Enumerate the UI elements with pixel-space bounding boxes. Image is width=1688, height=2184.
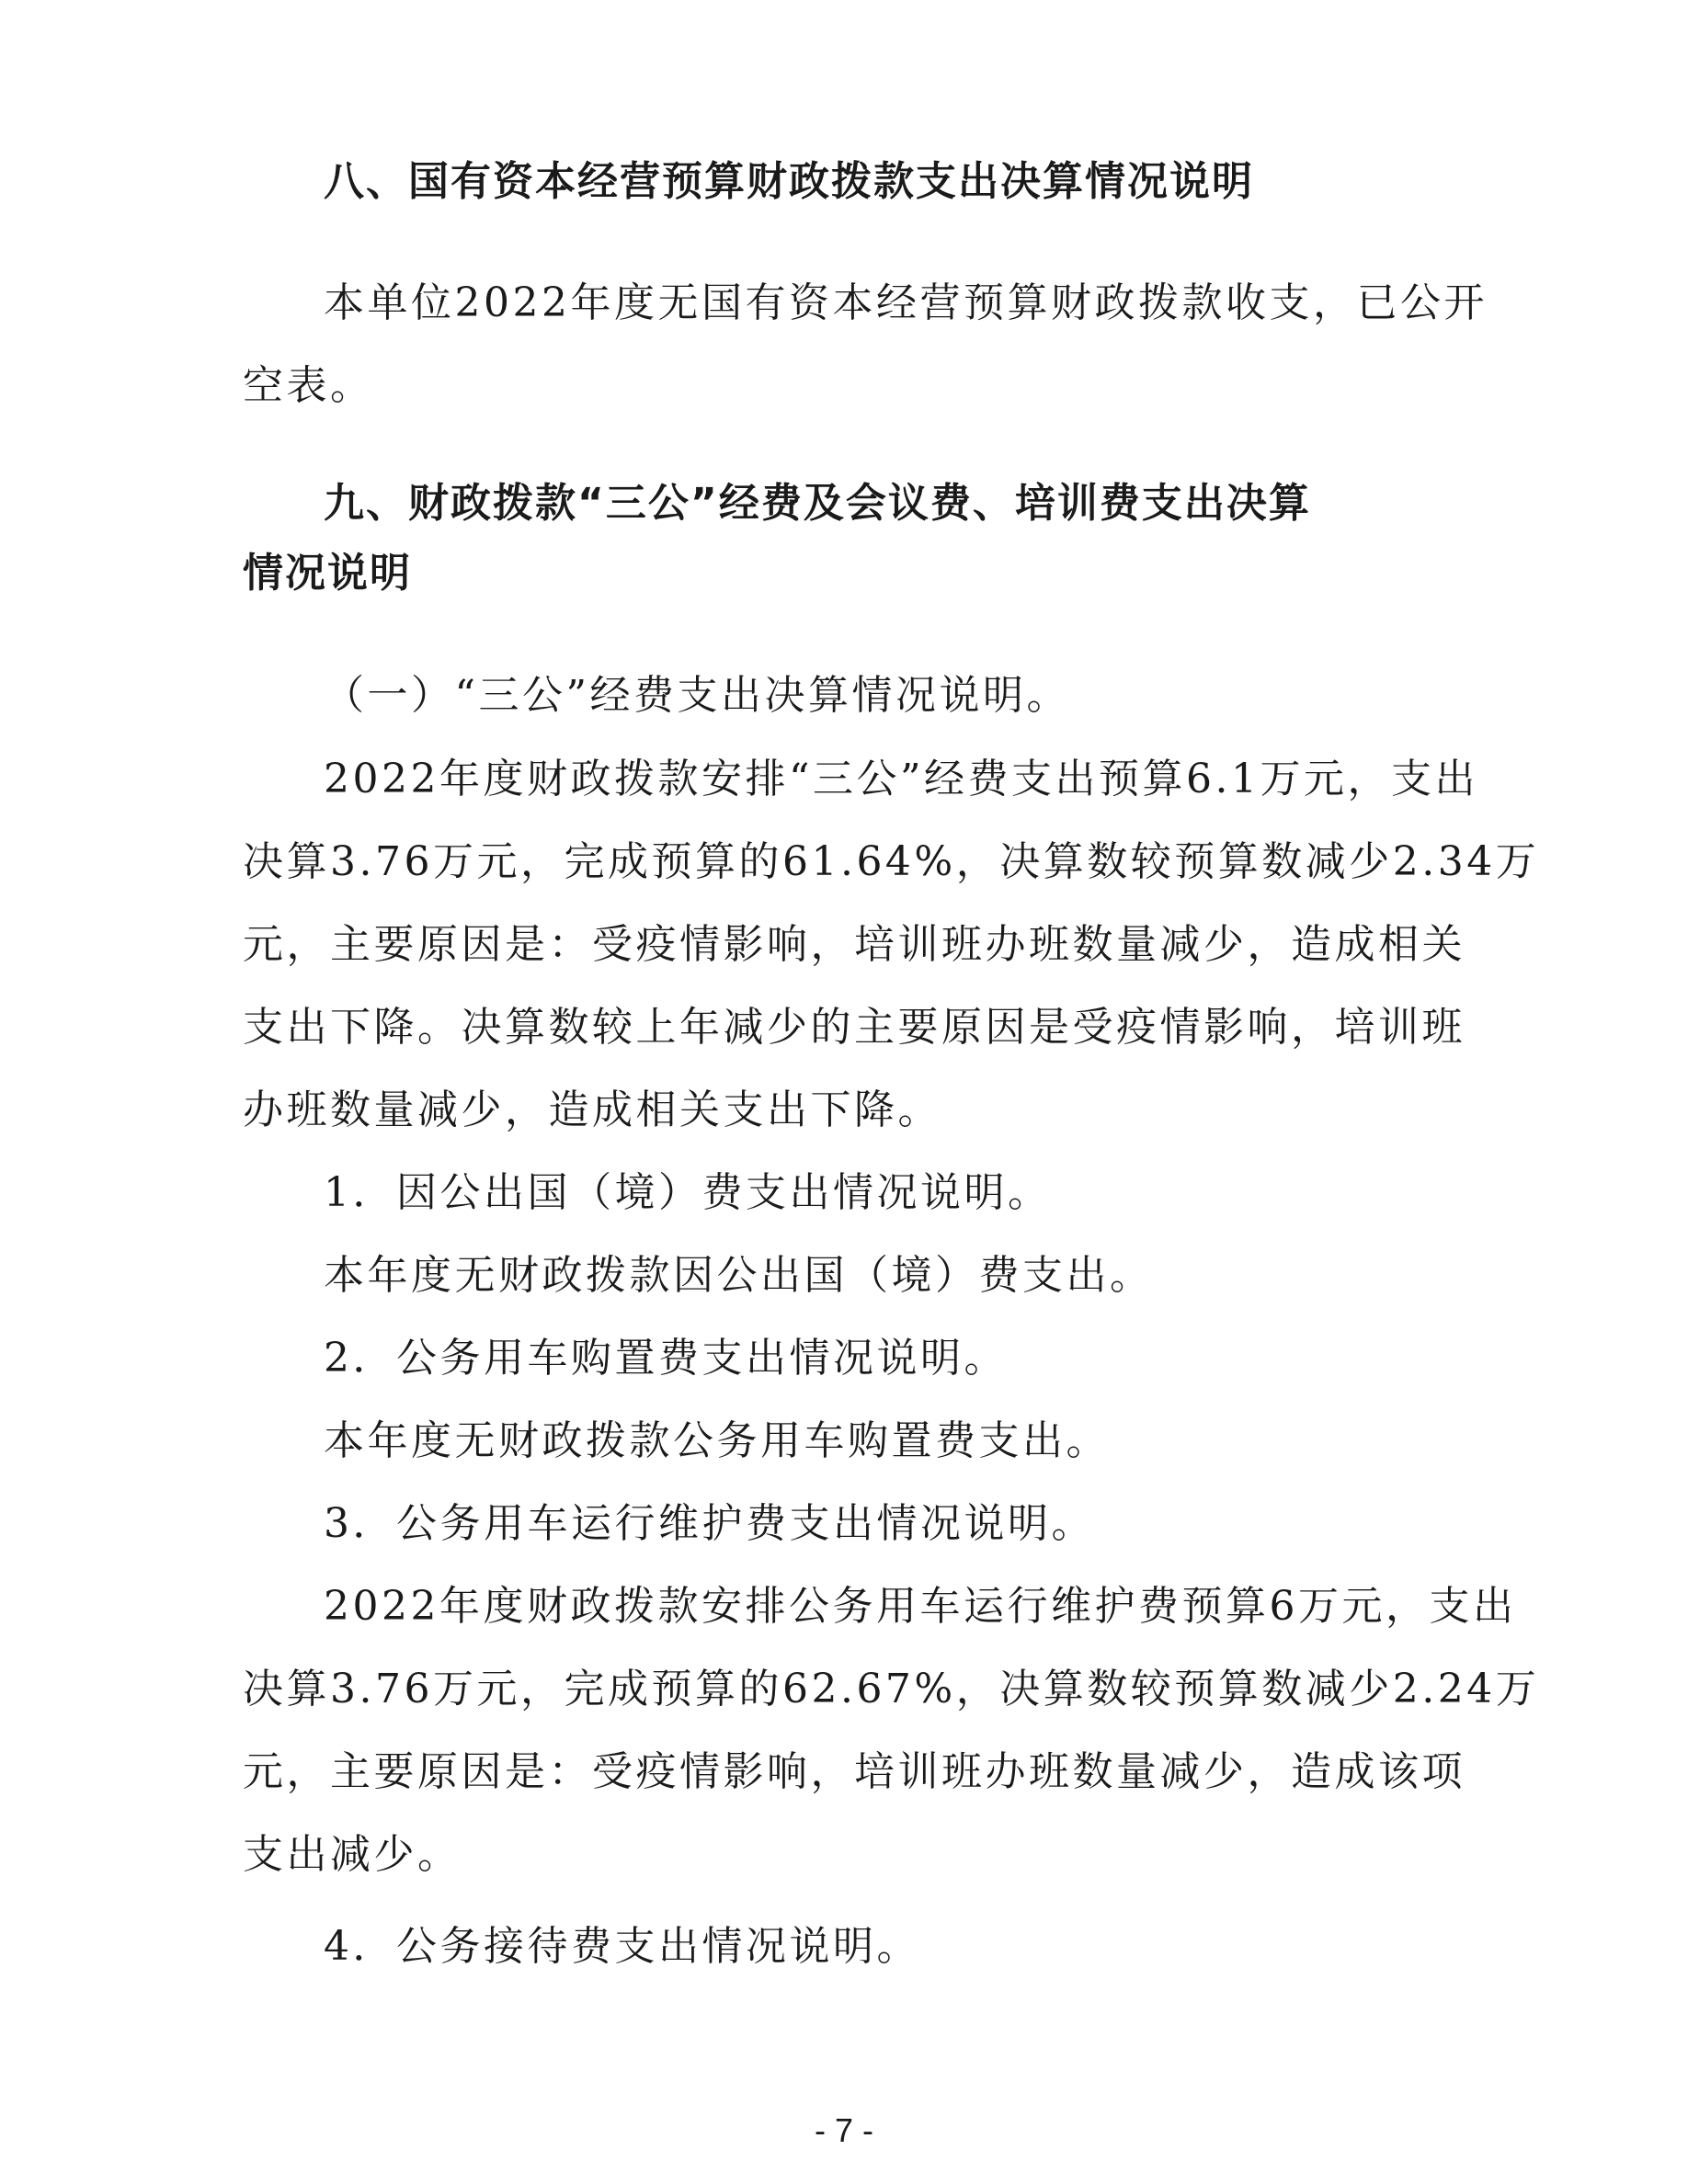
- item-4-title: 4．公务接待费支出情况说明。: [324, 1923, 920, 1970]
- section-8-paragraph-line: 空表。: [243, 362, 374, 409]
- item-3-paragraph-line: 元，主要原因是：受疫情影响，培训班办班数量减少，造成该项: [243, 1748, 1466, 1795]
- item-1-text: 本年度无财政拨款因公出国（境）费支出。: [324, 1252, 1154, 1299]
- item-2-text: 本年度无财政拨款公务用车购置费支出。: [324, 1417, 1110, 1464]
- item-3-paragraph-line: 支出减少。: [243, 1831, 462, 1878]
- subsection-1-title: （一）“三公”经费支出决算情况说明。: [324, 672, 1070, 719]
- subsection-1-paragraph-line: 决算3.76万元，完成预算的61.64%，决算数较预算数减少2.34万: [243, 838, 1540, 885]
- section-9-heading: 九、财政拨款“三公”经费及会议费、培训费支出决算: [324, 480, 1311, 527]
- item-3-title: 3．公务用车运行维护费支出情况说明。: [324, 1500, 1095, 1547]
- section-8-paragraph-line: 本单位2022年度无国有资本经营预算财政拨款收支，已公开: [324, 279, 1488, 326]
- item-3-paragraph-line: 决算3.76万元，完成预算的62.67%，决算数较预算数减少2.24万: [243, 1666, 1540, 1712]
- page-number: - 7 -: [814, 2111, 873, 2149]
- section-8-heading: 八、国有资本经营预算财政拨款支出决算情况说明: [324, 158, 1254, 205]
- item-3-paragraph-line: 2022年度财政拨款安排公务用车运行维护费预算6万元，支出: [324, 1583, 1517, 1630]
- item-2-title: 2．公务用车购置费支出情况说明。: [324, 1335, 1008, 1382]
- subsection-1-paragraph-line: 元，主要原因是：受疫情影响，培训班办班数量减少，造成相关: [243, 921, 1466, 968]
- subsection-1-paragraph-line: 支出下降。决算数较上年减少的主要原因是受疫情影响，培训班: [243, 1004, 1466, 1051]
- subsection-1-paragraph-line: 2022年度财政拨款安排“三公”经费支出预算6.1万元，支出: [324, 756, 1478, 802]
- section-9-heading-continued: 情况说明: [243, 550, 412, 597]
- subsection-1-paragraph-line: 办班数量减少，造成相关支出下降。: [243, 1086, 941, 1133]
- item-1-title: 1．因公出国（境）费支出情况说明。: [324, 1169, 1052, 1216]
